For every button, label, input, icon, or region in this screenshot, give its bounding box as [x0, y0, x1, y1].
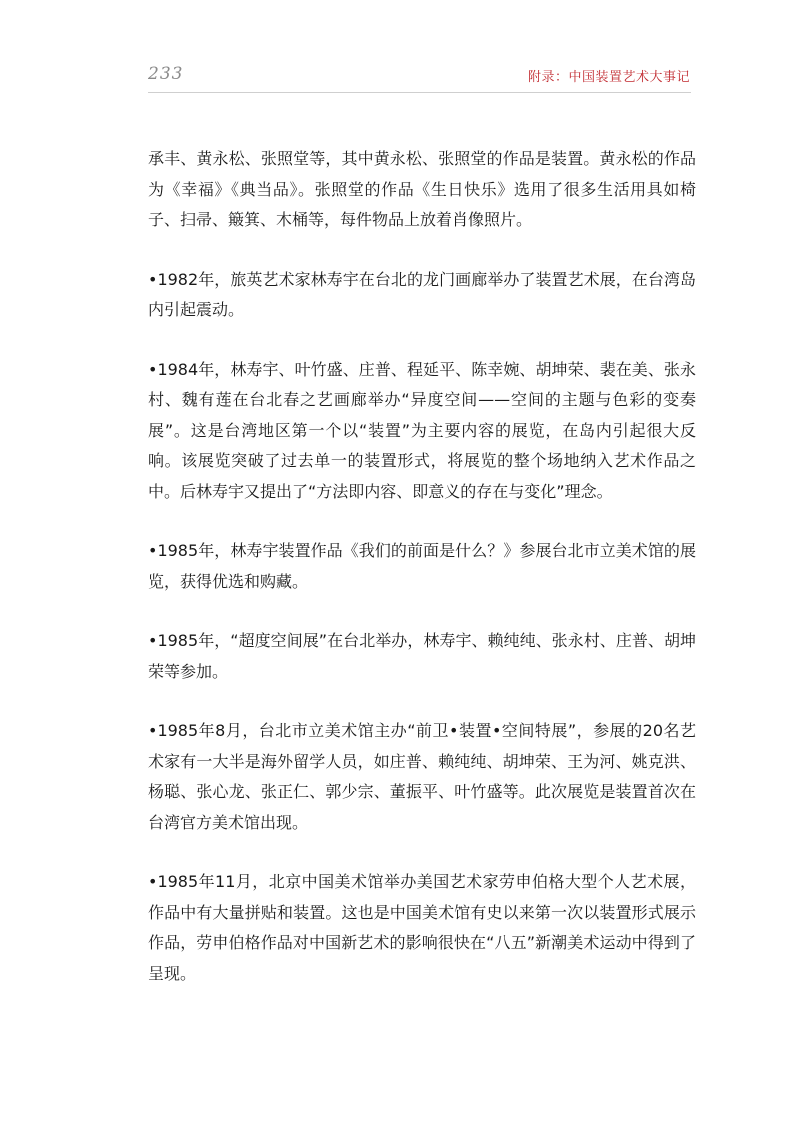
body-text	[148, 144, 696, 1018]
page-number: 233	[148, 64, 184, 84]
paragraph-1985-lin: •1985年，林寿宇装置作品《我们的前面是什么？》参展台北市立美术馆的展览，获得优选和购藏。	[148, 541, 696, 591]
paragraph-1985-nov: •1985年11月，北京中国美术馆举办美国艺术家劳申伯格大型个人艺术展，作品中有大量拼贴和装置。这也是中国美术馆有史以来第一次以装置形式展示作品，劳申伯格作品对中国新艺术的影响很快在“八五”新潮美术运动中得到了呈现。	[148, 872, 696, 983]
paragraph-1985-chaodu: •1985年，“超度空间展”在台北举办，林寿宇、赖纯纯、张永村、庄普、胡坤荣等参加。	[148, 631, 696, 681]
paragraph-1982: •1982年，旅英艺术家林寿宇在台北的龙门画廊举办了装置艺术展，在台湾岛内引起震动。	[148, 269, 696, 319]
paragraph-continuation: 承丰、黄永松、张照堂等，其中黄永松、张照堂的作品是装置。黄永松的作品为《幸福》《典当品》。张照堂的作品《生日快乐》选用了很多生活用具如椅子、扫帚、簸箕、木桶等，每件物品上放着肖像照片。	[148, 149, 696, 229]
running-header: 附录：中国装置艺术大事记	[527, 70, 690, 85]
header-rule	[148, 92, 691, 93]
paragraph-1985-aug: •1985年8月，台北市立美术馆主办“前卫•装置•空间特展”，参展的20名艺术家有一大半是海外留学人员，如庄普、赖纯纯、胡坤荣、王为河、姚克洪、杨聪、张心龙、张正仁、郭少宗、董振平、叶竹盛等。此次展览是装置首次在台湾官方美术馆出现。	[148, 721, 696, 832]
paragraph-1984: •1984年，林寿宇、叶竹盛、庄普、程延平、陈幸婉、胡坤荣、裴在美、张永村、魏有莲在台北春之艺画廊举办“异度空间——空间的主题与色彩的变奏展”。这是台湾地区第一个以“装置”为主要内容的展览，在岛内引起很大反响。该展览突破了过去单一的装置形式，将展览的整个场地纳入艺术作品之中。后林寿宇又提出了“方法即内容、即意义的存在与变化”理念。	[148, 359, 696, 501]
